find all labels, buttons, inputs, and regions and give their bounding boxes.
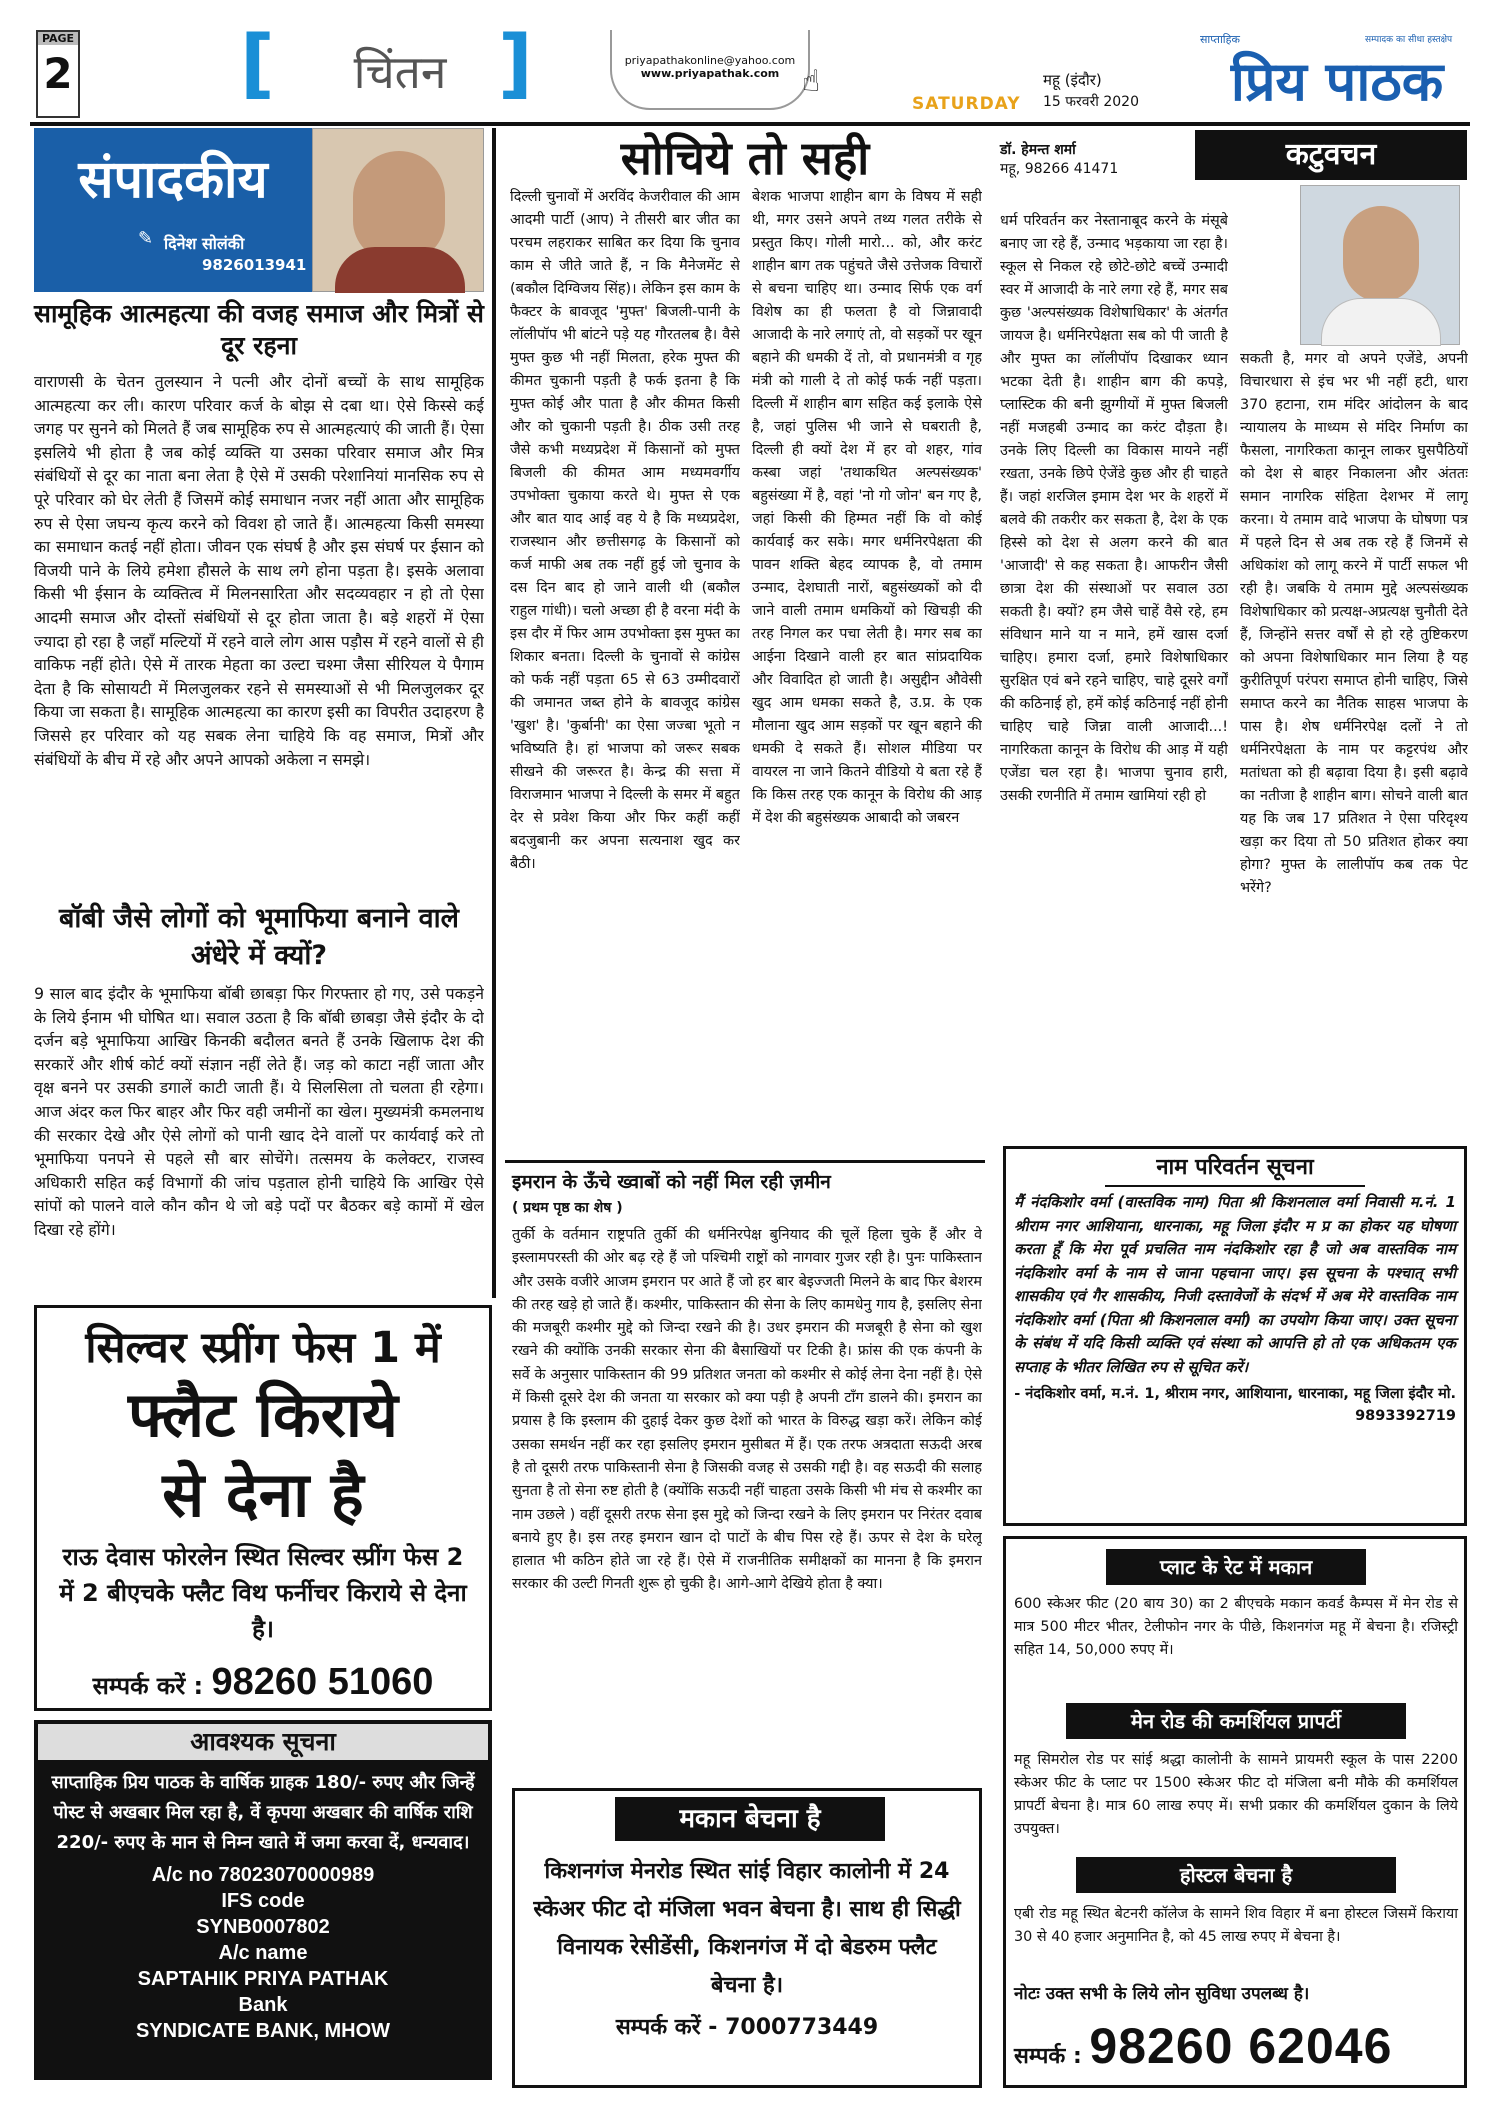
ad-flat-contact-label: सम्पर्क करें : xyxy=(92,1672,204,1700)
sochiye-col1: दिल्ली चुनावों में अरविंद केजरीवाल की आम आदमी पार्टी (आप) ने तीसरी बार जीत का परचम लहराकर साबित कर दिया कि चुनाव काम से जीते जाते हैं, न कि मैनेजमेंट से (बकौल दिग्विजय सिंह)। लेकिन इस काम के फैक्टर के बावजूद 'मुफ्त' बिजली-पानी के लॉलीपॉप भी बांटने पड़े यह गौरतलब है। वैसे मुफ्त कुछ भी नहीं मिलता, हरेक मुफ्त की कीमत चुकानी पड़ती है फर्क इतना है कि मुफ्त कोई और पाता है और कीमत किसी और को चुकानी पड़ती है। ठीक उसी तरह जैसे कभी मध्यप्रदेश में किसानों को मुफ्त बिजली की कीमत आम मध्यमवर्गीय उपभोक्ता चुकाया करते थे। मुफ्त से एक और बात याद आई वह ये है कि मध्यप्रदेश, राजस्थान और छत्तीसगढ़ के किसानों को कर्ज माफी अब तक नहीं हुई जो चुनाव के दस दिन बाद हो जाने वाली थी (बकौल राहुल गांधी)। चलो अच्छा ही है वरना मंदी के इस दौर में फिर आम उपभोक्ता इस मुफ्त का शिकार बनता। दिल्ली के चुनावों से कांग्रेस को फर्क नहीं पड़ता 65 से 63 उम्मीदवारों की जमानत जब्त होने के बावजूद कांग्रेस 'खुश' है। 'कुर्बानी' का ऐसा जज्बा भूतो न भविष्यति है। हां भाजपा को जरूर सबक सीखने की जरूरत है। केन्द्र की सत्ता में विराजमान भाजपा ने दिल्ली के समर में बहुत देर से प्रवेश किया और फिर कहीं कहीं बदजुबानी कर अपना सत्यनाश खुद कर बैठी। xyxy=(510,189,740,872)
katu-location: महू, 98266 41471 xyxy=(1000,161,1119,177)
ad-flat-line2: फ्लैट किराये xyxy=(128,1378,398,1451)
notice-account-line: SAPTAHIK PRIYA PATHAK xyxy=(137,1968,389,1990)
katu-col2: सकती है, मगर वो अपने एजेंडे, अपनी विचारधारा से इंच भर भी नहीं हटी, धारा 370 हटाना, राम मंदिर आंदोलन के बाद न्यायालय के माध्यम से मंदिर निर्माण का फैसला, नागरिकता कानून लाकर घुसपैठियों को देश से बाहर निकालना और अंततः समान नागरिक संहिता देशभर में लागू करना। ये तमाम वादे भाजपा के घोषणा पत्र में पहले दिन से अब तक रहे हैं जिनमें से अधिकांश को लागू करने में पार्टी सफल भी रही है। जबकि ये तमाम मुद्दे अल्पसंख्यक विशेषाधिकार को प्रत्यक्ष-अप्रत्यक्ष चुनौती देते हैं, जिन्होंने सत्तर वर्षों से हो रहे तुष्टिकरण को अपना विशेषाधिकार मान लिया है यह कुरीतिपूर्ण परंपरा समाप्त होनी चाहिए, जिसे समाप्त करने का नैतिक साहस भाजपा के पास है। शेष धर्मनिरपेक्ष दलों ने तो धर्मनिरपेक्षता के नाम पर कट्टरपंथ और मतांधता को ही बढ़ावा दिया है। इसी बढ़ावे का नतीजा है शाहीन बाग। सोचने वाली बात यह कि जब 17 प्रतिशत ने ऐसा परिदृश्य खड़ा कर दिया तो 50 प्रतिशत होकर क्या होगा? मुफ्त के लालीपॉप कब तक पेट भरेंगे? xyxy=(1240,351,1468,896)
ad-flat-contact: 98260 51060 xyxy=(211,1661,434,1703)
page-number: 2 xyxy=(43,49,73,98)
website-link[interactable]: www.priyapathak.com xyxy=(640,67,780,80)
masthead-small: साप्ताहिक xyxy=(1200,33,1240,46)
plot-contact: 98260 62046 xyxy=(1089,2018,1393,2074)
bracket-left-icon: [ xyxy=(240,18,275,107)
name-change-title: नाम परिवर्तन सूचना xyxy=(1105,1151,1365,1187)
plot-title-3: होस्टल बेचना है xyxy=(1076,1857,1396,1893)
editorial-body: वाराणसी के चेतन तुलस्यान ने पत्नी और दोनों बच्चों के साथ सामूहिक आत्महत्या कर ली। कारण परिवार कर्ज के बोझ से दबा था। ऐसे किस्से कई जगह पर सुनने को मिलते हैं जब सामूहिक रुप से आत्महत्याएं की जाती हैं। ऐसा इसलिये भी होता है जब कोई व्यक्ति या उसका परिवार समाज और मित्र संबंधियों से दूर का नाता बना लेता है ऐसे में उसकी परेशानियां मानसिक रुप से पूरे परिवार को घेर लेती हैं जिसमें कोई समाधान नजर नहीं आता और सामूहिक रुप से ऐसा जघन्य कृत्य करने को विवश हो जाते हैं। आत्महत्या किसी समस्या का समाधान कतई नहीं होता। जीवन एक संघर्ष है और इस संघर्ष पर ईसान को विजयी पाने के लिये हमेशा हौसले के साथ लगे होना पड़ता है। इसके अलावा किसी भी ईसान के व्यक्तित्व में मिलनसारिता और सदव्यवहार न हो तो ऐसा आदमी समाज और दोस्तों संबंधियों से दूर होता जाता है। बड़े शहरों में ऐसा ज्यादा हो रहा है जहाँ मल्टियों में रहने वाले लोग आस पड़ौस में रहने वालों से ही वाकिफ नहीं होते। ऐसे में तारक मेहता का उल्टा चश्मा जैसा सीरियल ये पैगाम देता है कि सोसायटी में मिलजुलकर रहने से समस्याओं से भी मिलजुलकर दूर किया जा सकता है। सामूहिक आत्महत्या का कारण इसी का विपरीत उदाहरण है जिससे हर परिवार को यह सबक लेना चाहिये कि वह समाज, मित्रों और संबंधियों के बीच में रहे और अपने आपको अकेला न समझे। xyxy=(34,372,484,769)
editorial-author: दिनेश सोलंकी xyxy=(164,234,245,253)
imran-sub: ( प्रथम पृष्ठ का शेष ) xyxy=(512,1200,623,1216)
katu-col1: धर्म परिवर्तन कर नेस्तानाबूद करने के मंसूबे बनाए जा रहे हैं, उन्माद भड़काया जा रहा है। स्कूल से निकल रहे छोटे-छोटे बच्चें उन्मादी स्वर में आजादी के नारे लगा रहे हैं, मगर सब कुछ 'अल्पसंख्यक विशेषाधिकार' के अंतर्गत जायज है। धर्मनिरपेक्षता सब को पी जाती है और मुफ्त का लॉलीपॉप दिखाकर ध्यान भटका देती है। शाहीन बाग की कपड़े, प्लास्टिक की बनी झुग्गीयों में मुफ्त बिजली नहीं मजहबी उन्माद का करंट दौड़ता है। उनके लिए दिल्ली का विकास मायने नहीं रखता, उनके छिपे ऐजेंडे कुछ और ही चाहते हैं। जहां शरजिल इमाम देश भर के शहरों में बलवे की तकरीर कर सकता है, देश के एक हिस्से को देश से अलग करने की बात 'आजादी' से कह सकता है। आफरीन जैसी छात्रा देश की संस्थाओं पर सवाल उठा सकती है। क्यों? हम जैसे चाहें वैसे रहे, हम संविधान माने या न माने, हमें खास दर्जा चाहिए। हमारा दर्जा, हमारे विशेषाधिकार सुरक्षित एवं बने रहने चाहिए, चाहे दूसरे वर्गों की कठिनाई हो, हमें कोई कठिनाई नहीं होनी चाहिए चाहे जिन्ना वाली आजादी...! नागरिकता कानून के विरोध की आड़ में यही एजेंडा चल रहा है। भाजपा चुनाव हारी, उसकी रणनीति में तमाम खामियां रही हो xyxy=(1000,213,1228,804)
author-photo xyxy=(312,128,484,292)
masthead-logo: प्रिय पाठक xyxy=(1230,50,1444,113)
plot-title-1: प्लाट के रेट में मकान xyxy=(1106,1549,1366,1585)
weekday: SATURDAY xyxy=(912,94,1021,114)
editorial-banner xyxy=(34,128,312,292)
sochiye-headline: सोचिये तो सही xyxy=(620,131,870,185)
imran-headline: इमरान के ऊँचे ख्वाबों को नहीं मिल रही ज़मीन xyxy=(512,1171,831,1193)
notice-title: आवश्यक सूचना xyxy=(38,1724,488,1760)
ad-house-sale xyxy=(512,1788,982,2088)
name-change-sign: - नंदकिशोर वर्मा, म.नं. 1, श्रीराम नगर, आशियाना, धारनाका, महू जिला इंदौर मो. 9893392719 xyxy=(1014,1386,1456,1424)
notice-body: साप्ताहिक प्रिय पाठक के वार्षिक ग्राहक 180/- रुपए और जिन्हें पोस्ट से अखबार मिल रहा है, वें कृपया अखबार की वार्षिक राशि 220/- रुपए के मान से निम्न खाते में जमा करवा दें, धन्यवाद। xyxy=(51,1772,475,1853)
plot-body-2: महू सिमरोल रोड पर सांई श्रद्धा कालोनी के सामने प्रायमरी स्कूल के पास 2200 स्केअर फीट के प्लाट पर 1500 स्केअर फीट दो मंजिला बनी मौके की कमर्शियल प्रापर्टी बेचना है। मात्र 60 लाख रुपए में। सभी प्रकार की कमर्शियल दुकान के लिये उपयुक्त। xyxy=(1014,1752,1458,1837)
katu-byline xyxy=(1000,140,1180,178)
editorial-headline: सामूहिक आत्महत्या की वजह समाज और मित्रों से दूर रहना xyxy=(34,299,484,360)
email-link[interactable]: priyapathakonline@yahoo.com xyxy=(624,54,796,67)
date: 15 फरवरी 2020 xyxy=(1043,94,1139,110)
notice-account-line: A/c name xyxy=(218,1942,308,1964)
ad-house-body: किशनगंज मेनरोड स्थित सांई विहार कालोनी में 24 स्केअर फीट दो मंजिला भवन बेचना है। साथ ही सिद्धी विनायक रेसीडेंसी, किशनगंज में दो बेडरुम फ्लैट बेचना है। xyxy=(533,1859,961,1998)
notice-account-line: IFS code xyxy=(221,1890,305,1912)
editorial-phone: 9826013941 xyxy=(202,256,307,274)
ad-flat-line1: सिल्वर स्प्रींग फेस 1 में xyxy=(85,1323,441,1373)
name-change-body: मैं नंदकिशोर वर्मा (वास्तविक नाम) पिता श्री किशनलाल वर्मा निवासी म.नं. 1 श्रीराम नगर आशियाना, धारनाका, महू जिला इंदौर म प्र का होकर यह घोषणा करता हूँ कि मेरा पूर्व प्रचलित नाम नंदकिशोर रहा है जो अब वास्तविक नाम नंदकिशोर वर्मा के नाम से जाना पहचाना जाए। इस सूचना के पश्चात् सभी शासकीय एवं गैर शासकीय, निजी दस्तावेजों के संदर्भ में अब मेरे वास्तविक नाम नंदकिशोर वर्मा (पिता श्री किशनलाल वर्मा) का उपयोग किया जाए। उक्त सूचना के संबंध में यदि किसी व्यक्ति एवं संस्था को आपत्ति हो तो एक अधिकतम एक सप्ताह के भीतर लिखित रुप से सूचित करें। xyxy=(1014,1193,1456,1376)
sochiye-col2: बेशक भाजपा शाहीन बाग के विषय में सही थी, मगर उसने अपने तथ्य गलत तरीके से प्रस्तुत किए। गोली मारो... को, और करंट शाहीन बाग तक पहुंचते जैसे उत्तेजक विचारों से बचना चाहिए था। उन्माद सिर्फ एक वर्ग विशेष का ही फलता है वो जिन्नावादी आजादी के नारे लगाएं तो, वो सड़कों पर खून बहाने की धमकी दें तो, वो प्रधानमंत्री व गृह मंत्री को गाली दे तो कोई फर्क नहीं पड़ता। दिल्ली में शाहीन बाग सहित कई इलाके ऐसे है, जहां पुलिस भी जाने से घबराती है, दिल्ली ही क्यों देश में हर वो शहर, गांव कस्बा जहां 'तथाकथित अल्पसंख्यक' बहुसंख्या में है, वहां 'नो गो जोन' बन गए है, जहां किसी की हिम्मत नहीं कि वो कोई कार्यवाई कर सके। मगर धर्मनिरपेक्षता की पावन शक्ति बेहद व्यापक है, वो तमाम उन्माद, देशघाती नारों, बहुसंख्यकों को दी जाने वाली तमाम धमकियों को खिचड़ी की तरह निगल कर पचा लेती है। मगर सब का आईना दिखाने वाली हर बात सांप्रदायिक और विवादित हो जाती है। असुद्दीन औवेसी खुद आम धमका सकते है, उ.प्र. के एक मौलाना खुद आम सड़कों पर खून बहाने की धमकी दे सकते हैं। सोशल मीडिया पर वायरल ना जाने कितने वीडियो ये बता रहे हैं कि किस तरह एक कानून के विरोध की आड़ में देश की बहुसंख्यक आबादी को जबरन xyxy=(752,189,982,826)
ad-house-title: मकान बेचना है xyxy=(615,1797,885,1841)
katu-author-photo xyxy=(1300,185,1460,345)
masthead-tagline: सम्पादक का सीधा हस्तक्षेप xyxy=(1365,35,1453,45)
notice-account-line: A/c no 78023070000989 xyxy=(151,1864,375,1886)
notice-account-line: Bank xyxy=(238,1994,288,2016)
bobby-body: 9 साल बाद इंदौर के भूमाफिया बॉबी छाबड़ा फिर गिरफ्तार हो गए, उसे पकड़ने के लिये ईनाम भी घोषित था। सवाल उठता है कि बॉबी छाबड़ा जैसे इंदौर के दो दर्जन बड़े भूमाफिया आखिर किनकी बदौलत बनते हैं उनके खिलाफ देश की सरकारें और शीर्ष कोर्ट क्यों संज्ञान नहीं लेते हैं। जड़ को काटा नहीं जाता और वृक्ष बनने पर उसकी डगालें काटी जाती हैं। ये सिलसिला तो चलता ही रहेगा। आज अंदर कल फिर बाहर और फिर वही जमीनों का खेल। मुख्यमंत्री कमलनाथ की सरकार देखे और ऐसे लोगों को पानी खाद देने वालों पर कार्यवाई करे तो भूमाफिया पनपने से पहले सौ बार सोचेंगे। तत्समय के कलेक्टर, राजस्व अधिकारी सहित कई विभागों की जांच पड़ताल होनी चाहिये कि आखिर ऐसे सांपों को पालने वाले कौन कौन थे जो बड़े पदों पर बैठकर बड़े कामों में खेल दिखा रहे होंगे। xyxy=(34,984,484,1239)
pointer-hand-icon: ☝ xyxy=(802,64,821,99)
katu-label: कटुवचन xyxy=(1195,130,1467,180)
pen-icon: ✎ xyxy=(138,228,154,249)
katu-author: डॉ. हेमन्त शर्मा xyxy=(1000,142,1076,158)
city: महू (इंदौर) xyxy=(1043,71,1102,89)
section-title: चिंतन xyxy=(353,45,447,99)
header-rule xyxy=(30,122,1470,126)
bobby-headline: बॉबी जैसे लोगों को भूमाफिया बनाने वाले अंधेरे में क्यों? xyxy=(58,903,459,971)
name-change-notice xyxy=(1003,1146,1467,1526)
plot-body-3: एबी रोड महू स्थित बेटनरी कॉलेज के सामने शिव विहार में बना होस्टल जिसमें किराया 30 से 40 हजार अनुमानित है, को 45 लाख रुपए में बेचना है। xyxy=(1014,1906,1458,1945)
ad-flat-line3: से देना है xyxy=(162,1458,364,1531)
page-label: PAGE xyxy=(38,32,78,45)
page-number-box xyxy=(36,30,80,118)
column-divider xyxy=(492,128,496,1298)
notice-account-lines xyxy=(34,1862,492,2044)
imran-top-rule xyxy=(505,1160,985,1163)
imran-body: तुर्की के वर्तमान राष्ट्रपति तुर्की की धर्मनिरपेक्ष बुनियाद की चूलें हिला चुके हैं और वे इस्लामपरस्ती की ओर बढ़ रहे हैं जो पश्चिमी राष्ट्रों को नागवार गुजर रही है। पुनः पाकिस्तान और उसके वजीरे आजम इमरान पर आते हैं जो हर बार बेइज्जती मिलने के बाद फिर बेशरम की तरह खड़े हो जाते हैं। कश्मीर, पाकिस्तान की सेना के लिए कामधेनु गाय है, इसलिए सेना की मजबूरी कश्मीर मुद्दे को जिन्दा रखने की है। उधर इमरान की मजबूरी है सेना को खुश रखने की क्योंकि उनकी सरकार सेना की बैसाखियों पर टिकी है। फ्रांस की एक कंपनी के सर्वे के अनुसार पाकिस्तान की 99 प्रतिशत जनता को कश्मीर से कोई लेना देना नहीं है। ऐसे में किसी दूसरे देश की जनता या सरकार को क्या पड़ी है अपनी टाँग डालने की। इमरान का प्रयास है कि इस्लाम की दुहाई देकर कुछ देशों को भारत के विरुद्ध खड़ा करें। लेकिन कोई उसका समर्थन नहीं कर रहा इसलिए इमरान मुसीबत में हैं। एक तरफ अत्रदाता सऊदी अरब है तो दूसरी तरफ पाकिस्तानी सेना है जिसकी वजह से उसकी गद्दी है। वह सऊदी की सलाह सुनता है तो सेना रुष्ट होती है (क्योंकि सऊदी नहीं चाहता उसके किसी भी मंच से कश्मीर का नाम उछले ) वहीं दूसरी तरफ सेना इस मुद्दे को जिन्दा रखने के लिए इमरान पर निरंतर दवाब बनाये हुए है। इस तरह इमरान खान दो पाटों के बीच पिस रहे हैं। ऊपर से देश के घरेलू हालात भी कठिन होते जा रहे हैं। ऐसे में राजनीतिक समीक्षकों का मानना है कि इमरान सरकार की उल्टी गिनती शुरू हो चुकी है। आगे-आगे देखिये होता है क्या। xyxy=(512,1227,982,1593)
bracket-right-icon: ] xyxy=(498,18,533,107)
plot-body-1: 600 स्केअर फीट (20 बाय 30) का 2 बीएचके मकान कवर्ड कैम्पस में मेन रोड से मात्र 500 मीटर भीतर, टेलीफोन नगर के पीछे, किशनगंज महू में बेचना है। रजिस्ट्री सहित 14, 50,000 रुपए में। xyxy=(1014,1596,1458,1658)
plot-note: नोटः उक्त सभी के लिये लोन सुविधा उपलब्ध है। xyxy=(1014,1984,1310,2004)
notice-box xyxy=(34,1720,492,2080)
ad-flat-contact-row xyxy=(37,1661,489,1704)
ad-house-contact: सम्पर्क करें - 7000773449 xyxy=(615,2015,879,2040)
notice-account-line: SYNB0007802 xyxy=(196,1916,330,1938)
plot-contact-label: सम्पर्क : xyxy=(1014,2044,1082,2069)
ad-flat-rent xyxy=(34,1305,492,1711)
property-ads xyxy=(1003,1536,1467,2088)
ad-flat-desc: राऊ देवास फोरलेन स्थित सिल्वर स्प्रींग फेस 2 में 2 बीएचके फ्लैट विथ फर्नीचर किराये से देना है। xyxy=(59,1543,467,1643)
notice-account-line: SYNDICATE BANK, MHOW xyxy=(135,2020,391,2042)
plot-contact-row xyxy=(1014,2017,1392,2075)
contact-strip xyxy=(610,30,810,110)
editorial-label: संपादकीय xyxy=(78,149,268,210)
plot-title-2: मेन रोड की कमर्शियल प्रापर्टी xyxy=(1066,1703,1406,1739)
